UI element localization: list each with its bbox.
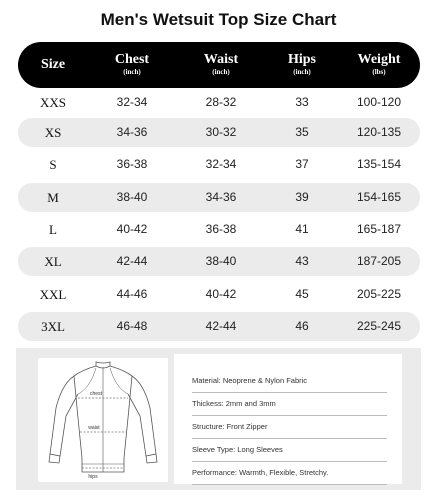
waist-cell: 28-32 [205,95,237,109]
hips-label: hips [88,474,98,480]
size-cell: XL [44,254,62,269]
table-row [18,247,420,276]
spec-performance: Performance: Warmth, Flexible, Stretchy. [192,462,387,485]
weight-cell: 165-187 [356,222,402,236]
header-weight [338,52,420,77]
header-chest-unit: (inch) [123,68,141,76]
chest-cell: 44-46 [116,287,148,301]
weight-cell: 135-154 [356,157,402,171]
waist-cell: 38-40 [205,254,237,268]
size-cell: XS [44,125,62,140]
table-row [18,215,420,244]
spec-structure: Structure: Front Zipper [192,416,387,439]
spec-thickness: Thickess: 2mm and 3mm [192,393,387,416]
size-cell: S [49,157,57,172]
header-hips [266,52,338,77]
table-row [18,150,420,179]
waist-cell: 40-42 [205,287,237,301]
waist-cell: 34-36 [205,190,237,204]
header-size-label: Size [40,57,66,72]
chest-cell: 36-38 [116,157,148,171]
header-waist-unit: (inch) [212,68,230,76]
table-header [18,42,420,88]
hips-cell: 39 [295,190,309,204]
waist-label: waist [88,425,100,431]
chest-cell: 32-34 [116,95,148,109]
header-weight-label: Weight [357,52,401,67]
header-hips-label: Hips [287,52,316,67]
waist-cell: 32-34 [205,157,237,171]
size-cell: L [49,222,57,237]
product-details-panel [16,348,421,490]
size-cell: XXL [39,287,67,302]
hips-cell: 45 [295,287,309,301]
weight-cell: 120-135 [356,125,402,139]
header-waist [176,52,266,77]
hips-cell: 46 [295,319,309,333]
waist-cell: 42-44 [205,319,237,333]
size-cell: XXS [39,95,66,110]
hips-cell: 35 [295,125,309,139]
hips-cell: 43 [295,254,309,268]
weight-cell: 205-225 [356,287,402,301]
header-weight-unit: (lbs) [372,68,386,76]
weight-cell: 187-205 [356,254,402,268]
spec-material: Material: Neoprene & Nylon Fabric [192,370,387,393]
wetsuit-top-outline-icon [38,358,168,482]
chest-cell: 38-40 [116,190,148,204]
chest-cell: 34-36 [116,125,148,139]
table-row [18,118,420,147]
table-row [18,88,420,117]
chest-cell: 46-48 [116,319,148,333]
hips-cell: 37 [295,157,309,171]
header-chest [88,52,176,77]
size-cell: M [47,190,59,205]
chest-label: chest [90,391,102,397]
spec-sleeve-type: Sleeve Type: Long Sleeves [192,439,387,462]
table-row [18,280,420,309]
hips-cell: 33 [295,95,309,109]
spec-list [174,354,402,484]
size-cell: 3XL [41,319,65,334]
table-row [18,183,420,212]
header-size [18,57,88,73]
chest-cell: 40-42 [116,222,148,236]
weight-cell: 100-120 [356,95,402,109]
table-row [18,312,420,341]
measurement-diagram [38,358,168,482]
hips-cell: 41 [295,222,309,236]
weight-cell: 154-165 [356,190,402,204]
page-title: Men's Wetsuit Top Size Chart [100,10,337,29]
chest-cell: 42-44 [116,254,148,268]
header-waist-label: Waist [203,52,239,67]
weight-cell: 225-245 [356,319,402,333]
header-hips-unit: (inch) [293,68,311,76]
header-chest-label: Chest [114,52,150,67]
waist-cell: 36-38 [205,222,237,236]
waist-cell: 30-32 [205,125,237,139]
